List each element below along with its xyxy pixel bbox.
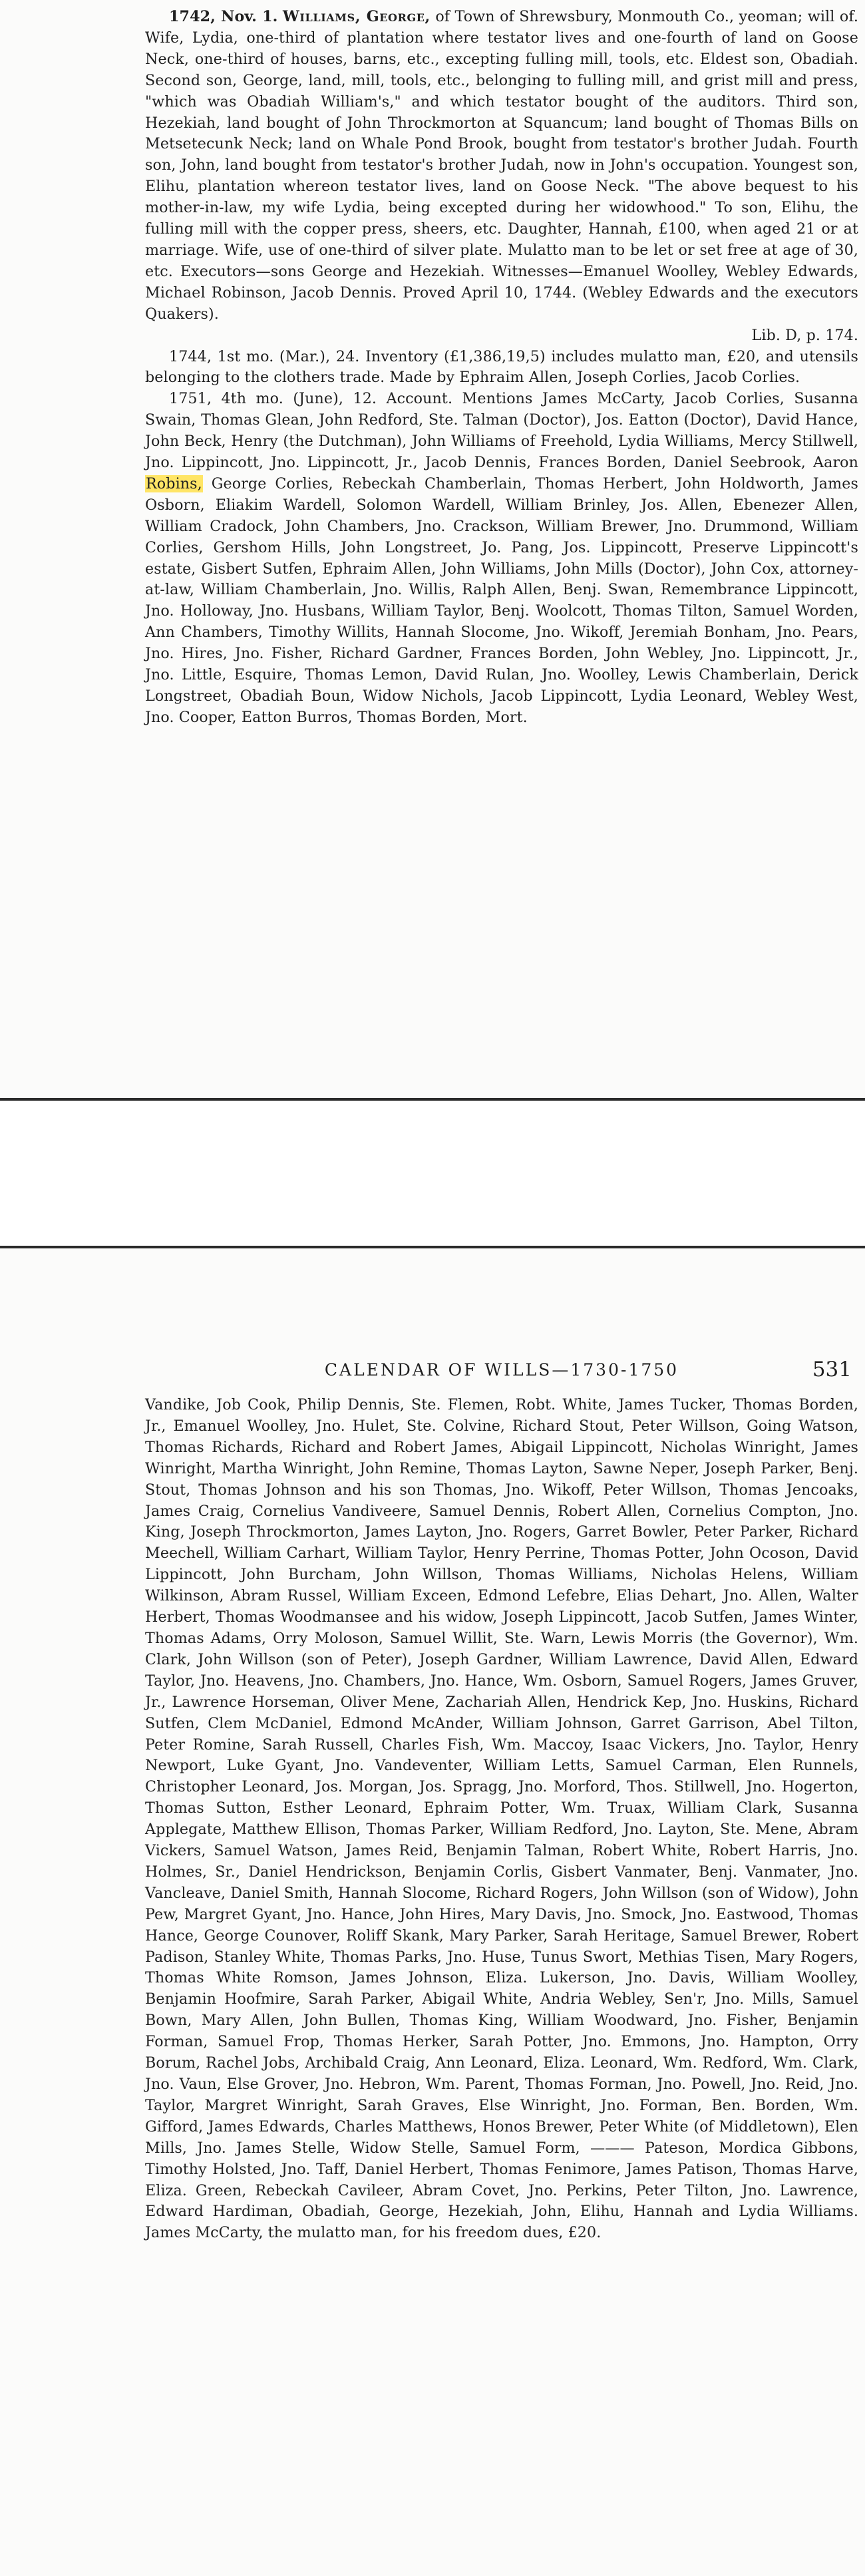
account-text-before: 1751, 4th mo. (June), 12. Account. Mentions James McCarty, Jacob Corlies, Susanna Swain, Thomas Glean, John Redford, Ste. Talman (Doctor), Jos. Eatton (Doctor), David Hance, John Beck, Henry (the Dutchman), John Williams of Freehold, Lydia Williams, Mercy Stillwell, Jno. Lippincott, Jno. Lippincott, Jr., Jacob Dennis, Frances Borden, Daniel Seebrook, Aaron	[145, 390, 858, 472]
account-entry	[145, 389, 858, 729]
page-number: 531	[812, 1358, 852, 1381]
highlighted-search-term: Robins,	[146, 474, 202, 492]
lower-page-text	[145, 1395, 858, 2244]
testator-name: Williams, George,	[282, 8, 431, 25]
inventory-entry: 1744, 1st mo. (Mar.), 24. Inventory (£1,386,19,5) includes mulatto man, £20, and utensils belonging to the clothers trade. Made by Ephraim Allen, Joseph Corlies, Jacob Corlies.	[145, 347, 858, 387]
upper-page	[0, 0, 865, 1098]
page-divider-top	[0, 1098, 865, 1101]
account-text-after: George Corlies, Rebeckah Chamberlain, Thomas Herbert, John Holdworth, James Osborn, Eliakim Wardell, Solomon Wardell, William Brinley, Jos. Allen, Ebenezer Allen, William Cradock, John Chambers, Jno. Crackson, William Brewer, Jno. Drummond, William Corlies, Gershom Hills, John Longstreet, Jo. Pang, Jos. Lippincott, Preserve Lippincott's estate, Gisbert Sutfen, Ephraim Allen, John Williams, John Mills (Doctor), John Cox, attorney-at-law, William Chamberlain, Jno. Willis, Ralph Allen, Benj. Swan, Remembrance Lippincott, Jno. Holloway, Jno. Husbans, William Taylor, Benj. Woolcott, Thomas Tilton, Samuel Worden, Ann Chambers, Timothy Willits, Hannah Slocome, Jno. Wikoff, Jeremiah Bonham, Jno. Pears, Jno. Hires, Jno. Fisher, Richard Gardner, Frances Borden, John Webley, Jno. Lippincott, Jr., Jno. Little, Esquire, Thomas Lemon, David Rulan, Jno. Woolley, Lewis Chamberlain, Derick Longstreet, Obadiah Boun, Widow Nichols, Jacob Lippincott, Lydia Leonard, Webley West, Jno. Cooper, Eatton Burros, Thomas Borden, Mort.	[145, 474, 858, 726]
upper-page-text	[145, 7, 858, 729]
library-reference: Lib. D, p. 174.	[751, 326, 858, 344]
entry-body: of Town of Shrewsbury, Monmouth Co., yeoman; will of. Wife, Lydia, one-third of plantation where testator lives and one-fourth of land on Goose Neck, one-third of houses, barns, etc., excepting fulling mill, tools, etc. Eldest son, Obadiah. Second son, George, land, mill, tools, etc., belonging to fulling mill, and grist mill and press, "which was Obadiah William's," and which testator bought of the auditors. Third son, Hezekiah, land bought of John Throckmorton at Squancum; land bought of Thomas Bills on Metsetecunk Neck; land on Whale Pond Brook, bought from testator's brother Judah. Fourth son, John, land bought from testator's brother Judah, now in John's occupation. Youngest son, Elihu, plantation whereon testator lives, land on Goose Neck. "The above bequest to his mother-in-law, my wife Lydia, being excepted during her widowhood." To son, Elihu, the fulling mill with the copper press, sheers, etc. Daughter, Hannah, £100, when aged 21 or at marriage. Wife, use of one-third of silver plate. Mulatto man to be let or set free at age of 30, etc. Executors—sons George and Hezekiah. Witnesses—Emanuel Woolley, Webley Edwards, Michael Robinson, Jacob Dennis. Proved April 10, 1744. (Webley Edwards and the executors Quakers).	[145, 8, 859, 323]
running-head	[145, 1360, 858, 1387]
account-continuation: Vandike, Job Cook, Philip Dennis, Ste. Flemen, Robt. White, James Tucker, Thomas Borden, Jr., Emanuel Woolley, Jno. Hulet, Ste. Colvine, Richard Stout, Peter Willson, Going Watson, Thomas Richards, Richard and Robert James, Abigail Lippincott, Nicholas Winright, James Winright, Martha Winright, John Remine, Thomas Layton, Sawne Neper, Joseph Parker, Benj. Stout, Thomas Johnson and his son Thomas, Jno. Wikoff, Peter Willson, Thomas Jencoaks, James Craig, Cornelius Vandiveere, Samuel Dennis, Robert Allen, Cornelius Compton, Jno. King, Joseph Throckmorton, James Layton, Jno. Rogers, Garret Bowler, Peter Parker, Richard Meechell, William Carhart, William Taylor, Henry Perrine, Thomas Potter, John Ocoson, David Lippincott, John Burcham, John Willson, Thomas Williams, Nicholas Helens, William Wilkinson, Abram Russel, William Exceen, Edmond Lefebre, Elias Dehart, Jno. Allen, Walter Herbert, Thomas Woodmansee and his widow, Joseph Lippincott, Jacob Sutfen, James Winter, Thomas Adams, Orry Moloson, Samuel Willit, Ste. Warn, Lewis Morris (the Governor), Wm. Clark, John Willson (son of Peter), Joseph Gardner, William Lawrence, David Allen, Edward Taylor, Jno. Heavens, Jno. Chambers, Jno. Hance, Wm. Osborn, Samuel Rogers, James Gruver, Jr., Lawrence Horseman, Oliver Mene, Zachariah Allen, Hendrick Kep, Jno. Huskins, Richard Sutfen, Clem McDaniel, Edmond McAnder, William Johnson, Garret Garrison, Abel Tilton, Peter Romine, Sarah Russell, Charles Fish, Wm. Maccoy, Isaac Vickers, Jno. Taylor, Henry Newport, Luke Gyant, Jno. Vandeventer, William Letts, Samuel Carman, Elen Runnels, Christopher Leonard, Jos. Morgan, Jos. Spragg, Jno. Morford, Thos. Stillwell, Jno. Hogerton, Thomas Sutton, Esther Leonard, Ephraim Potter, Wm. Truax, William Clark, Susanna Applegate, Matthew Ellison, Thomas Parker, William Redford, Jno. Layton, Ste. Mene, Abram Vickers, Samuel Watson, James Reid, Benjamin Talman, Robert White, Robert Harris, Jno. Holmes, Sr., Daniel Hendrickson, Benjamin Corlis, Gisbert Vanmater, Benj. Vanmater, Jno. Vancleave, Daniel Smith, Hannah Slocome, Richard Rogers, John Willson (son of Widow), John Pew, Margret Gyant, Jno. Hance, John Hires, Mary Davis, Jno. Smock, Jno. Eastwood, Thomas Hance, George Counover, Roliff Skank, Mary Parker, Sarah Heritage, Samuel Brewer, Robert Padison, Stanley White, Thomas Parks, Jno. Huse, Tunus Swort, Methias Tisen, Mary Rogers, Thomas White Romson, James Johnson, Eliza. Lukerson, Jno. Davis, William Woolley, Benjamin Hoofmire, Sarah Parker, Abigail White, Andria Webley, Sen'r, Jno. Mills, Samuel Bown, Mary Allen, John Bullen, Thomas King, William Woodward, Jno. Fisher, Benjamin Forman, Samuel Frop, Thomas Herker, Sarah Potter, Jno. Emmons, Jno. Hampton, Orry Borum, Rachel Jobs, Archibald Craig, Ann Leonard, Eliza. Leonard, Wm. Redford, Wm. Clark, Jno. Vaun, Else Grover, Jno. Hebron, Wm. Parent, Thomas Forman, Jno. Powell, Jno. Reid, Jno. Taylor, Margret Winright, Sarah Graves, Else Winright, Jno. Forman, Ben. Borden, Wm. Gifford, James Edwards, Charles Matthews, Honos Brewer, Peter White (of Middletown), Elen Mills, Jno. James Stelle, Widow Stelle, Samuel Form, ——— Pateson, Mordica Gibbons, Timothy Holsted, Jno. Taff, Daniel Herbert, Thomas Fenimore, James Patison, Thomas Harve, Eliza. Green, Rebeckah Cavileer, Abram Covet, Jno. Perkins, Peter Tilton, Jno. Lawrence, Edward Hardiman, Obadiah, George, Hezekiah, John, Elihu, Hannah and Lydia Williams. James McCarty, the mulatto man, for his freedom dues, £20.	[145, 1396, 858, 2242]
page-gap	[0, 1098, 865, 1248]
running-title: CALENDAR OF WILLS—1730-1750	[324, 1360, 679, 1380]
will-entry-williams-george	[145, 7, 858, 347]
entry-date: 1742, Nov. 1.	[169, 8, 278, 25]
